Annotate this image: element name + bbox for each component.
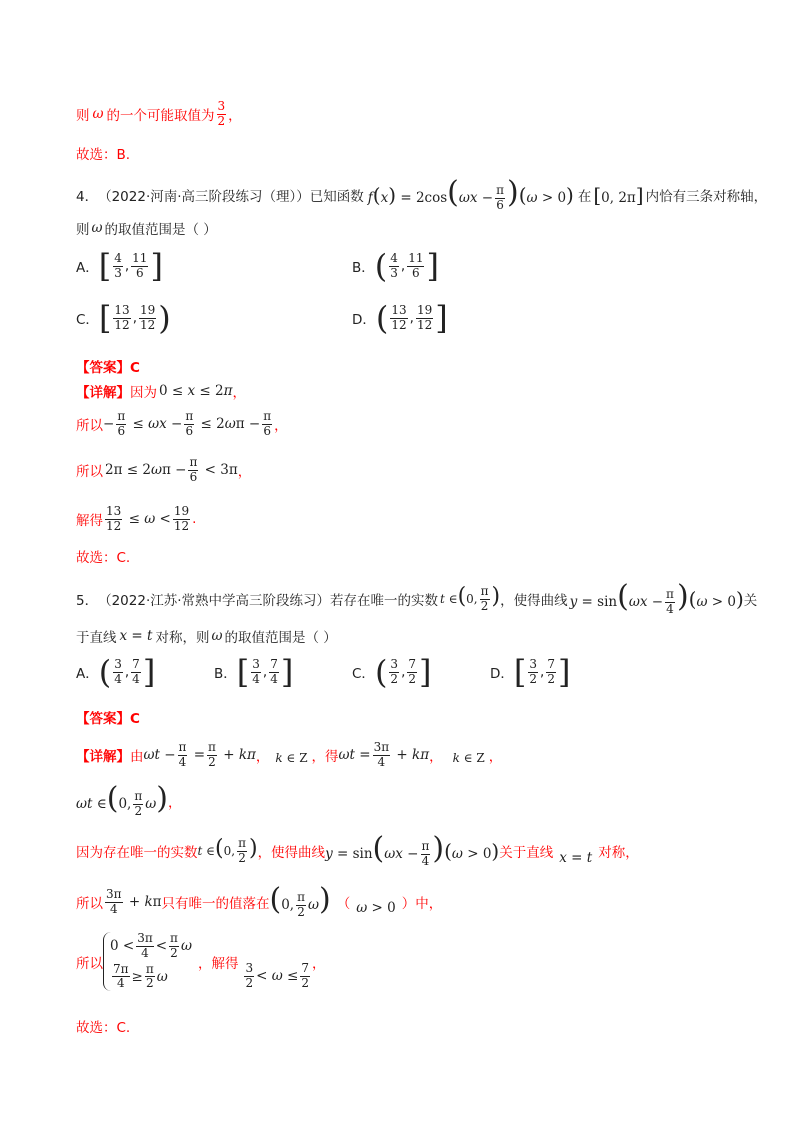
q4-stem-line2: 则 ω 的取值范围是（ ） [76,220,217,238]
q4-detail-line1: 【详解】 因为 0 ≤ x ≤ 2π ， [76,383,246,401]
q5-detail-line3: 因为存在唯一的实数 t ∈(0, $\frac{\pi}{2}$ ) ，使得曲线 y = sin(ωx − $\frac{\pi}{4}$ )(ω > 0) 关于直线 x = t 对称， [76,831,639,868]
q5-stem-line2: 于直线 x = t 对称，则 ω 的取值范围是（ ） [76,628,337,646]
q4-option-d[interactable]: D． ( $\frac{13}{12}$ , $\frac{19}{12}$ ] [352,299,448,337]
q4-function-formula: f(x) = 2cos(ωx − $\frac{\pi}{6}$ )(ω > 0) [367,175,574,212]
q5-source: （2022·江苏·常熟中学高三阶段练习）若存在唯一的实数 [98,593,439,610]
q4-interval: [0, 2π] [593,183,644,208]
q5-detail-line2: ωt ∈(0, $\frac{\pi}{2}$ ω) ， [76,781,182,818]
q4-detail-line4: 解得 $\frac{13}{12}$ ≤ ω < $\frac{19}{12}$ . [76,504,197,533]
q4-detail-line2: 所以 − $\frac{\pi}{6}$ ≤ ωx − $\frac{\pi}{6}$ ≤ 2ωπ − $\frac{\pi}{6}$ ， [76,409,288,438]
q5-answer-tag: 【答案】C [76,711,140,727]
q5-option-b[interactable]: B． [ $\frac{3}{4}$ , $\frac{7}{4}$ ] [214,653,294,691]
q5-number: 5． [76,593,99,610]
fraction: $\frac{3}{2}$ [217,99,226,128]
prev-answer: 故选：B. [76,147,131,163]
q4-detail-line3: 所以 2π ≤ 2ωπ − $\frac{\pi}{6}$ < 3π ， [76,455,252,484]
q4-number: 4． [76,189,99,206]
prev-solution-line: 则 ω 的一个可能取值为 $\frac{3}{2}$ ， [76,99,242,128]
q5-stem: 5． （2022·江苏·常熟中学高三阶段练习）若存在唯一的实数 t ∈(0, $\frac{\pi}{2}$ ) ，使得曲线 y = sin(ωx − $\frac{\pi}{4}$ )(ω > 0) 关 [76,579,758,616]
q5-final: 故选：C. [76,1020,131,1036]
q5-detail-line1: 【详解】 由 ωt − $\frac{\pi}{4}$ = $\frac{\pi}{2}$ + kπ ， k ∈ Z ，得 ωt = $\frac{3\pi}{4}$ + kπ ， k ∈ Z ， [76,740,503,769]
q4-option-a[interactable]: A． [ $\frac{4}{3}$ , $\frac{11}{6}$ ] [76,247,163,285]
q4-option-c[interactable]: C． [ $\frac{13}{12}$ , $\frac{19}{12}$ ) [76,299,171,337]
q4-answer-tag: 【答案】C [76,360,140,376]
q5-detail-line4: 所以 $\frac{3\pi}{4}$ + kπ 只有唯一的值落在 (0, $\frac{\pi}{2}$ ω) （ ω > 0 ）中， [76,882,443,919]
omega-symbol: ω [91,220,103,236]
q5-option-a[interactable]: A． ( $\frac{3}{4}$ , $\frac{7}{4}$ ] [76,653,156,691]
omega-symbol: ω [92,106,104,123]
q4-stem: 4． （2022·河南·高三阶段练习（理））已知函数 f(x) = 2cos(ωx − $\frac{\pi}{6}$ )(ω > 0) 在 [0, 2π] 内恰有三条对称轴， [76,175,768,212]
inequality-system: 0 < $\frac{3\pi}{4}$ < $\frac{\pi}{2}$ ω $\frac{7\pi}{4}$ ≥ $\frac{\pi}{2}$ ω [103,932,192,991]
q5-option-c[interactable]: C． ( $\frac{3}{2}$ , $\frac{7}{2}$ ] [352,653,432,691]
q4-option-b[interactable]: B． ( $\frac{4}{3}$ , $\frac{11}{6}$ ] [352,247,439,285]
q5-option-d[interactable]: D． [ $\frac{3}{2}$ , $\frac{7}{2}$ ] [490,653,571,691]
q4-final: 故选：C. [76,550,131,566]
q5-detail-line5: 所以 0 < $\frac{3\pi}{4}$ < $\frac{\pi}{2}$ ω $\frac{7\pi}{4}$ ≥ $\frac{\pi}{2}$ ω ，解得 $\frac{3}{2}$ < ω ≤ $\frac{7}{2}$ ， [76,931,326,991]
q4-source: （2022·河南·高三阶段练习（理））已知函数 [98,189,364,206]
